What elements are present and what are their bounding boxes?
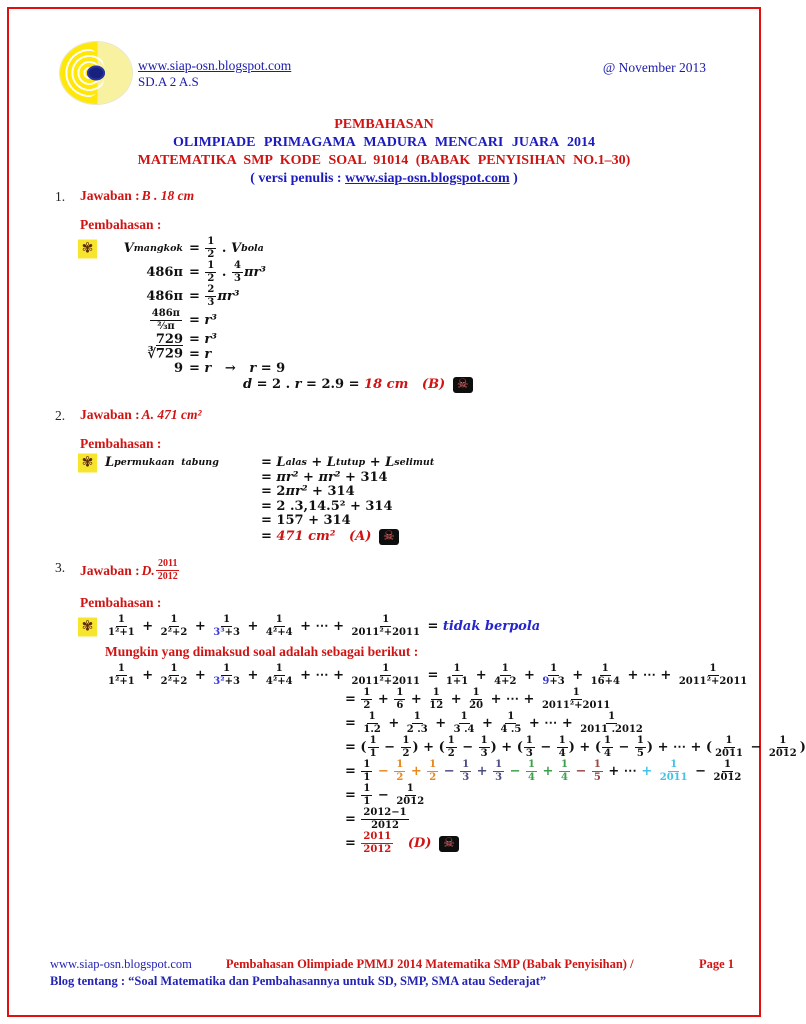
subscript: permukaan tabung bbox=[114, 456, 219, 468]
math-text: + bbox=[519, 667, 540, 683]
math-text: 486π bbox=[146, 264, 183, 280]
title-line-3: MATEMATIKA SMP KODE SOAL 91014 (BABAK PENYISIHAN NO.1–30) bbox=[137, 153, 631, 168]
math-text: r bbox=[204, 361, 212, 377]
flower-bullet-icon: ✾ bbox=[78, 453, 97, 472]
pembahasan-label: Pembahasan : bbox=[80, 217, 162, 232]
header-date: @ November 2013 bbox=[602, 60, 706, 75]
math-text: = 2 .3,14.5² + 314 bbox=[261, 498, 393, 514]
fraction: $\frac{1}{20}$ bbox=[469, 687, 484, 712]
math-text: − bbox=[505, 763, 526, 779]
math-text: + bbox=[373, 691, 394, 707]
fraction: $\frac{1}{2012}$ bbox=[768, 735, 797, 760]
math-text: = bbox=[189, 332, 205, 347]
math-text: + bbox=[306, 454, 327, 470]
math-text: = bbox=[261, 529, 277, 545]
math-text: + bbox=[190, 667, 211, 683]
math-text: + bbox=[538, 763, 558, 779]
math-line bbox=[105, 529, 740, 545]
footer-doc-title: Pembahasan Olimpiade PMMJ 2014 Matematika SMP (Babak Penyisihan) / bbox=[225, 957, 634, 971]
fraction: $\frac{4}{3}$ bbox=[233, 260, 241, 284]
math-text: 9 bbox=[542, 676, 550, 688]
fraction: $\frac{1}{2012}$ bbox=[396, 783, 425, 808]
math-line bbox=[105, 514, 740, 528]
math-text: (B) bbox=[421, 377, 450, 393]
math-text: + ⋯ + bbox=[524, 715, 578, 731]
fraction: $\frac{1}{3}$ bbox=[462, 759, 470, 784]
fraction: $\frac{1}{2}$ bbox=[363, 687, 371, 712]
math-text: A. 471 cm² bbox=[141, 406, 202, 422]
subscript: mangkok bbox=[133, 242, 183, 254]
versi-suffix: ) bbox=[509, 171, 518, 186]
math-text: r bbox=[249, 361, 257, 377]
site-logo-icon bbox=[60, 42, 132, 104]
fraction: $\frac{1}{4 .5}$ bbox=[500, 711, 522, 736]
math-text: − bbox=[613, 739, 634, 755]
fraction: $\frac{1}{4}$ bbox=[528, 759, 535, 784]
fraction: $\frac{1}{3 .4}$ bbox=[453, 711, 475, 736]
math-text: L bbox=[276, 454, 286, 470]
subscript: tutup bbox=[335, 456, 366, 468]
fraction: $\frac{1}{3}$ bbox=[480, 735, 488, 760]
math-line bbox=[105, 309, 740, 332]
math-text: − bbox=[745, 739, 766, 755]
fraction: $\frac{1}{1}$ bbox=[363, 759, 371, 784]
math-text: + bbox=[365, 454, 386, 470]
versi-prefix: ( versi penulis : bbox=[250, 171, 346, 186]
math-text: + bbox=[472, 763, 493, 779]
math-text: . bbox=[217, 240, 231, 256]
problem-number: 3. bbox=[55, 560, 66, 576]
math-text: 486π bbox=[146, 288, 183, 304]
fraction: $\frac{2011}{2012}$ bbox=[363, 831, 392, 856]
math-text: + ⋯ bbox=[603, 763, 642, 779]
math-text: = bbox=[189, 312, 205, 328]
fraction: $\frac{1}{\text{2011²+2011}}$ bbox=[678, 663, 748, 688]
subscript: selimut bbox=[394, 456, 435, 468]
fraction: $\frac{1}{2}$ bbox=[447, 735, 455, 760]
math-line bbox=[345, 688, 740, 711]
math-text: ) bbox=[799, 739, 806, 755]
fraction: $\frac{1}{5}$ bbox=[593, 759, 601, 784]
math-text: = ( bbox=[345, 739, 367, 755]
site-link[interactable]: www.siap-osn.blogspot.com bbox=[138, 58, 292, 73]
site-subtitle: SD.A 2 A.S bbox=[138, 74, 199, 90]
problem-number: 2. bbox=[55, 407, 66, 423]
math-text: + ⋯ + bbox=[295, 618, 349, 634]
answer-text bbox=[142, 188, 195, 204]
math-text: +3 bbox=[549, 676, 565, 688]
math-text: − bbox=[457, 739, 478, 755]
math-text: +3 bbox=[224, 676, 240, 688]
math-line bbox=[105, 333, 740, 347]
fraction: $\frac{1}{1}$ bbox=[363, 783, 371, 808]
fraction: $\frac{2011}{2012}$ bbox=[157, 558, 178, 583]
math-text: = bbox=[345, 811, 361, 827]
math-block bbox=[81, 614, 740, 639]
math-text: L bbox=[385, 454, 395, 470]
skull-stamp-icon: ☠ bbox=[453, 377, 473, 393]
jawaban-label: Jawaban : bbox=[80, 562, 140, 578]
math-text: + ⋯ + bbox=[622, 667, 676, 683]
fraction: $\frac{1}{\text{2011²+2011}}$ bbox=[351, 614, 420, 639]
math-line bbox=[81, 614, 740, 639]
fraction: $\frac{1}{\text{2²+2}}$ bbox=[160, 614, 188, 639]
fraction: $\frac{1}{2}$ bbox=[207, 260, 215, 284]
fraction: $\frac{1}{1.2}$ bbox=[363, 711, 381, 736]
math-text: − bbox=[690, 763, 711, 779]
math-line bbox=[105, 485, 740, 499]
answer-line bbox=[80, 559, 740, 582]
math-text: = bbox=[189, 240, 205, 256]
problem-2 bbox=[55, 407, 740, 545]
math-text: d bbox=[243, 377, 253, 393]
math-text: − bbox=[379, 739, 400, 755]
math-text: = bbox=[422, 618, 443, 634]
fraction: $\frac{1}{2 .3}$ bbox=[406, 711, 428, 736]
jawaban-label: Jawaban : bbox=[80, 188, 140, 203]
clarification-note: Mungkin yang dimaksud soal adalah sebagai berikut : bbox=[105, 644, 419, 660]
math-block bbox=[81, 454, 740, 545]
math-text: = bbox=[345, 835, 361, 851]
math-text: + bbox=[567, 667, 588, 683]
math-text: − bbox=[373, 787, 394, 803]
pembahasan-label: Pembahasan : bbox=[80, 595, 162, 611]
fraction: $\frac{1}{3}$ bbox=[525, 735, 533, 760]
math-text: = bbox=[345, 691, 361, 707]
math-text: + bbox=[430, 715, 451, 731]
problems bbox=[55, 188, 806, 869]
fraction: $\frac{1}{\text{2011²+2011}}$ bbox=[351, 663, 420, 688]
answer-line bbox=[80, 188, 740, 204]
math-block bbox=[81, 236, 740, 393]
math-text: tidak berpola bbox=[442, 618, 541, 634]
fraction: $\frac{1}{4}$ bbox=[558, 735, 566, 760]
math-line bbox=[105, 261, 740, 284]
math-text: + bbox=[242, 618, 263, 634]
math-line bbox=[105, 348, 740, 362]
header bbox=[60, 42, 708, 114]
math-text: + bbox=[406, 763, 427, 779]
math-line bbox=[81, 236, 740, 260]
math-text: 18 cm bbox=[364, 377, 409, 393]
math-text: = 9 bbox=[256, 361, 286, 377]
title-line-1: PEMBAHASAN bbox=[334, 117, 434, 132]
math-text: ) + ( bbox=[412, 739, 445, 755]
fraction: $\frac{1}{\text{3³+3}}$ bbox=[213, 614, 240, 639]
title-line-2: OLIMPIADE PRIMAGAMA MADURA MENCARI JUARA 2014 bbox=[172, 135, 596, 150]
fraction: $\frac{1}{2012}$ bbox=[713, 759, 742, 784]
math-line bbox=[81, 454, 740, 471]
answer-text bbox=[142, 407, 202, 423]
math-line bbox=[345, 760, 740, 783]
math-text: πr³ bbox=[243, 264, 266, 280]
math-text: → bbox=[211, 361, 250, 377]
math-line bbox=[105, 663, 748, 688]
math-line bbox=[345, 784, 740, 807]
math-text: ) + ⋯ + ( bbox=[646, 739, 713, 755]
math-text: + 314 bbox=[307, 484, 355, 500]
fraction: $\frac{1}{2}$ bbox=[207, 236, 215, 260]
skull-stamp-icon: ☠ bbox=[379, 529, 399, 545]
math-text: + 314 bbox=[340, 469, 388, 485]
problem-number: 1. bbox=[55, 189, 66, 204]
math-text: = bbox=[345, 715, 361, 731]
math-text: = bbox=[345, 787, 361, 803]
versi-link[interactable]: www.siap-osn.blogspot.com bbox=[345, 171, 510, 186]
answer-line bbox=[80, 407, 740, 423]
fraction: $\frac{1}{6}$ bbox=[396, 687, 404, 712]
fraction: $\frac{1}{\text{4²+4}}$ bbox=[265, 614, 293, 639]
footer-site: www.siap-osn.blogspot.com bbox=[50, 957, 192, 971]
cube-root: ∛729 bbox=[147, 346, 183, 362]
math-text: L bbox=[326, 454, 336, 470]
math-text: + bbox=[471, 667, 492, 683]
fraction: $\frac{1}{4}$ bbox=[560, 759, 568, 784]
math-text: + bbox=[242, 667, 263, 683]
math-text: ) + ( bbox=[568, 739, 601, 755]
fraction: $\frac{1}{\text{1²+1}}$ bbox=[108, 663, 135, 688]
math-text: = 157 + 314 bbox=[261, 513, 351, 529]
math-text: + bbox=[477, 715, 498, 731]
math-text: 3² bbox=[213, 676, 225, 688]
math-text: r bbox=[294, 377, 302, 393]
math-text: + bbox=[446, 691, 467, 707]
math-text: V bbox=[230, 240, 242, 256]
math-text: + bbox=[298, 469, 319, 485]
fraction: $\frac{1}{\text{3²+3}}$ bbox=[213, 663, 240, 688]
subscript: bola bbox=[241, 242, 264, 254]
skull-stamp-icon: ☠ bbox=[439, 836, 459, 852]
fraction: $\frac{1}{4+2}$ bbox=[494, 663, 517, 688]
math-text: D. bbox=[141, 562, 155, 578]
math-text: + bbox=[406, 691, 427, 707]
fraction: $\frac{1}{\text{4²+4}}$ bbox=[265, 663, 293, 688]
fraction: $\frac{1}{2011 .2012}$ bbox=[580, 711, 643, 736]
fraction: $\frac{1}{12}$ bbox=[429, 687, 444, 712]
math-text: πr² bbox=[318, 469, 341, 485]
fraction: $\frac{1}{2}$ bbox=[402, 735, 410, 760]
math-text: 3³ bbox=[213, 627, 225, 639]
fraction: $\frac{1}{\text{2²+2}}$ bbox=[160, 663, 188, 688]
fraction: $\frac{2012-1}{2012}$ bbox=[363, 807, 407, 832]
math-text: = bbox=[189, 264, 205, 280]
flower-bullet-icon: ✾ bbox=[78, 239, 97, 258]
fraction: $\frac{1}{1+1}$ bbox=[445, 663, 469, 688]
math-text: (A) bbox=[349, 529, 376, 545]
subscript: alas bbox=[285, 456, 307, 468]
fraction: $\frac{1}{2011}$ bbox=[659, 759, 688, 784]
math-text: = bbox=[189, 361, 205, 377]
fraction: $\frac{486\pi}{\text{⅔π}}$ bbox=[151, 308, 180, 332]
logo-center-dot bbox=[87, 66, 105, 81]
math-block-2 bbox=[105, 663, 806, 856]
fraction: $\frac{1}{4}$ bbox=[604, 735, 611, 760]
math-line bbox=[105, 362, 740, 376]
fraction: $\frac{1}{1}$ bbox=[369, 735, 377, 760]
fraction: $\frac{1}{3}$ bbox=[495, 759, 503, 784]
jawaban-label: Jawaban : bbox=[80, 406, 140, 422]
math-text: 471 cm² bbox=[276, 529, 336, 545]
math-text: = bbox=[261, 469, 277, 485]
math-text: 729 bbox=[155, 332, 183, 347]
math-text: V bbox=[123, 240, 134, 256]
math-text: L bbox=[105, 454, 115, 470]
math-text: +3 bbox=[224, 627, 240, 639]
flower-bullet-icon: ✾ bbox=[78, 617, 97, 636]
footer-blog-line: Blog tentang : “Soal Matematika dan Pembahasannya untuk SD, SMP, SMA atau Sederajat” bbox=[50, 973, 547, 988]
math-text: πr² bbox=[285, 484, 308, 500]
fraction: $\frac{1}{9+3}$ bbox=[542, 663, 565, 688]
footer-page-number: Page 1 bbox=[698, 957, 734, 971]
fraction: $\frac{1}{\text{1²+1}}$ bbox=[108, 614, 135, 639]
math-text: + bbox=[137, 618, 158, 634]
math-text: + ⋯ + bbox=[486, 691, 539, 707]
fraction: $\frac{1}{16+4}$ bbox=[590, 663, 620, 688]
math-text: = bbox=[189, 346, 205, 362]
math-text: − bbox=[439, 763, 460, 779]
fraction: $\frac{2}{3}$ bbox=[207, 284, 215, 308]
math-text: + ⋯ + bbox=[295, 667, 349, 683]
math-text: πr³ bbox=[217, 288, 240, 304]
math-text: = bbox=[261, 454, 277, 470]
math-line bbox=[105, 471, 740, 485]
math-text: . bbox=[217, 264, 231, 280]
math-text: r bbox=[204, 346, 212, 362]
math-line bbox=[345, 712, 740, 735]
title-block bbox=[0, 116, 768, 188]
math-text: = bbox=[422, 667, 443, 683]
problem-1 bbox=[55, 188, 740, 393]
math-text: − bbox=[373, 763, 394, 779]
math-text: + bbox=[641, 763, 657, 779]
math-text: = 2.9 = bbox=[301, 377, 365, 393]
math-text: (D) bbox=[407, 835, 436, 851]
math-text: = 2 bbox=[261, 484, 286, 500]
fraction: $\frac{1}{5}$ bbox=[636, 735, 644, 760]
math-text: + bbox=[383, 715, 404, 731]
math-text bbox=[335, 530, 349, 544]
math-text: B . 18 cm bbox=[141, 188, 195, 203]
title-versi-line bbox=[0, 170, 768, 188]
fraction: $\frac{1}{\text{2011²+2011}}$ bbox=[541, 687, 611, 712]
math-text: + bbox=[190, 618, 211, 634]
math-text: πr² bbox=[276, 469, 299, 485]
fraction: $\frac{1}{2011}$ bbox=[715, 735, 743, 760]
math-line bbox=[105, 285, 740, 308]
math-text bbox=[394, 837, 408, 851]
header-links bbox=[138, 58, 291, 90]
math-text: r³ bbox=[204, 312, 217, 328]
math-text: = 2 . bbox=[252, 377, 295, 393]
math-line bbox=[105, 500, 740, 514]
pembahasan-label: Pembahasan : bbox=[80, 435, 162, 451]
math-text: r³ bbox=[204, 332, 217, 347]
math-text: 9 bbox=[173, 361, 183, 377]
footer bbox=[50, 956, 734, 990]
answer-text bbox=[142, 559, 181, 582]
math-text: − bbox=[535, 739, 556, 755]
math-text: + bbox=[137, 667, 158, 683]
fraction: $\frac{1}{2}$ bbox=[429, 759, 437, 784]
math-line bbox=[345, 808, 740, 831]
math-text: = bbox=[189, 288, 205, 304]
math-text: − bbox=[570, 763, 591, 779]
math-text bbox=[408, 378, 422, 392]
math-line bbox=[345, 735, 806, 760]
math-text: ) + ( bbox=[490, 739, 523, 755]
math-text: = bbox=[345, 763, 361, 779]
problem-3 bbox=[55, 558, 806, 856]
fraction: $\frac{1}{2}$ bbox=[396, 759, 404, 784]
math-line bbox=[345, 832, 740, 855]
footer-line-1 bbox=[50, 956, 734, 973]
math-line bbox=[237, 377, 740, 393]
